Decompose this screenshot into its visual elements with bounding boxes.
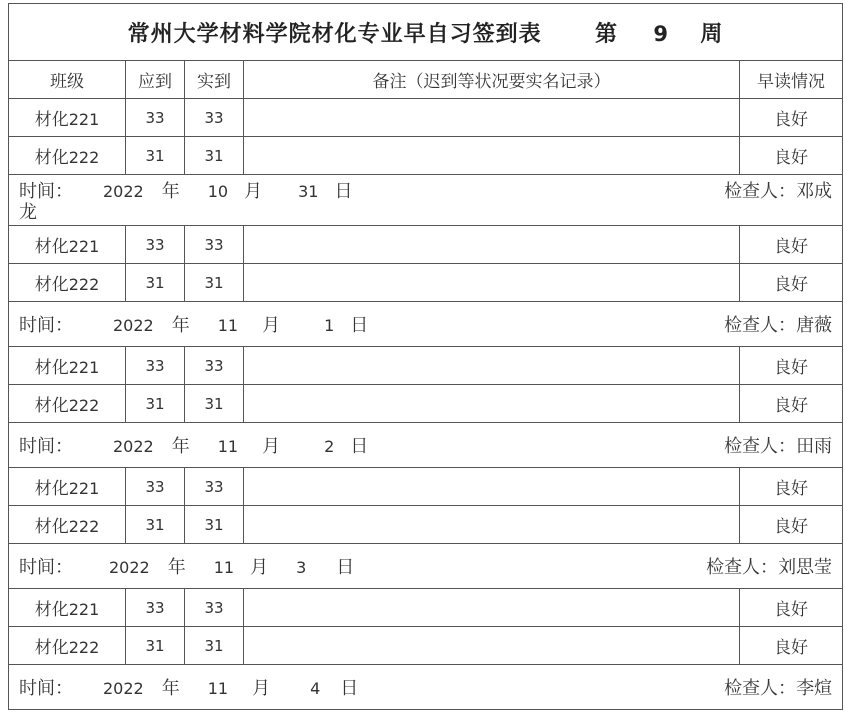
class-prefix: 材化 xyxy=(34,237,69,257)
expected-cell: 33 xyxy=(126,589,185,627)
table-row xyxy=(9,506,843,544)
actual-cell: 33 xyxy=(185,226,244,264)
header-actual: 实到 xyxy=(185,61,244,99)
actual-cell: 33 xyxy=(185,347,244,385)
class-prefix: 材化 xyxy=(34,358,69,378)
reading-cell: 良好 xyxy=(740,385,843,423)
date-cell xyxy=(9,175,843,226)
inspector-label: 检查人： xyxy=(724,678,797,699)
class-cell xyxy=(9,468,126,506)
remark-cell[interactable] xyxy=(244,226,740,264)
remark-cell[interactable] xyxy=(244,627,740,665)
month-label: 月 xyxy=(244,181,263,202)
inspector-name: 邓成 xyxy=(796,181,833,202)
inspector-name: 李煊 xyxy=(796,678,833,699)
expected-cell: 31 xyxy=(126,137,185,175)
year-label: 年 xyxy=(161,678,180,699)
table-row xyxy=(9,468,843,506)
year-label: 年 xyxy=(171,436,190,457)
week-prefix: 第 xyxy=(595,20,619,47)
table-row xyxy=(9,385,843,423)
time-label: 时间： xyxy=(19,315,73,336)
class-number: 222 xyxy=(68,148,100,167)
class-cell xyxy=(9,347,126,385)
day-label: 日 xyxy=(340,678,359,699)
reading-cell: 良好 xyxy=(740,506,843,544)
expected-cell: 31 xyxy=(126,506,185,544)
actual-cell: 33 xyxy=(185,589,244,627)
date-day: 31 xyxy=(298,182,319,201)
inspector-name-wrap: 龙 xyxy=(19,202,37,223)
remark-cell[interactable] xyxy=(244,137,740,175)
table-row xyxy=(9,589,843,627)
date-info xyxy=(19,674,358,700)
table-row xyxy=(9,99,843,137)
date-year: 2022 xyxy=(103,679,144,698)
actual-cell: 31 xyxy=(185,506,244,544)
class-cell xyxy=(9,264,126,302)
month-label: 月 xyxy=(262,436,281,457)
header-remarks: 备注（迟到等状况要实名记录） xyxy=(244,61,740,99)
class-cell xyxy=(9,627,126,665)
expected-cell: 31 xyxy=(126,385,185,423)
expected-cell: 33 xyxy=(126,468,185,506)
year-label: 年 xyxy=(171,315,190,336)
remark-cell[interactable] xyxy=(244,506,740,544)
table-row xyxy=(9,264,843,302)
date-cell xyxy=(9,544,843,589)
expected-cell: 33 xyxy=(126,226,185,264)
date-year: 2022 xyxy=(109,558,150,577)
reading-cell: 良好 xyxy=(740,264,843,302)
day-label: 日 xyxy=(334,181,353,202)
table-row xyxy=(9,347,843,385)
sign-in-sheet xyxy=(8,3,842,710)
remark-cell[interactable] xyxy=(244,347,740,385)
expected-cell: 33 xyxy=(126,99,185,137)
class-cell xyxy=(9,99,126,137)
reading-cell: 良好 xyxy=(740,347,843,385)
inspector-label: 检查人： xyxy=(724,181,797,202)
reading-cell: 良好 xyxy=(740,226,843,264)
month-label: 月 xyxy=(252,678,271,699)
inspector-info xyxy=(724,674,832,700)
inspector-info xyxy=(724,432,832,458)
inspector-name: 刘思莹 xyxy=(778,557,833,578)
date-cell xyxy=(9,665,843,710)
date-day: 4 xyxy=(310,679,321,698)
inspector-name: 田雨 xyxy=(796,436,833,457)
class-cell xyxy=(9,385,126,423)
title-text: 常州大学材料学院材化专业早自习签到表 xyxy=(127,20,542,47)
expected-cell: 33 xyxy=(126,347,185,385)
actual-cell: 31 xyxy=(185,137,244,175)
date-cell xyxy=(9,423,843,468)
time-label: 时间： xyxy=(19,181,73,202)
remark-cell[interactable] xyxy=(244,264,740,302)
date-row xyxy=(9,175,843,226)
remark-cell[interactable] xyxy=(244,468,740,506)
date-month: 11 xyxy=(207,679,229,698)
class-prefix: 材化 xyxy=(34,275,69,295)
date-year: 2022 xyxy=(113,437,154,456)
class-number: 222 xyxy=(68,396,100,415)
class-number: 222 xyxy=(68,517,100,536)
title-row xyxy=(9,4,843,61)
date-day: 3 xyxy=(296,558,307,577)
class-prefix: 材化 xyxy=(34,600,69,620)
date-day: 2 xyxy=(324,437,335,456)
time-label: 时间： xyxy=(19,678,73,699)
date-month: 11 xyxy=(217,437,239,456)
date-info xyxy=(19,177,352,203)
class-prefix: 材化 xyxy=(34,517,69,537)
inspector-label: 检查人： xyxy=(724,436,797,457)
reading-cell: 良好 xyxy=(740,468,843,506)
actual-cell: 31 xyxy=(185,385,244,423)
inspector-info xyxy=(724,177,832,203)
reading-cell: 良好 xyxy=(740,137,843,175)
date-row xyxy=(9,544,843,589)
class-cell xyxy=(9,506,126,544)
month-label: 月 xyxy=(250,557,269,578)
sign-in-table xyxy=(8,3,843,710)
class-number: 222 xyxy=(68,275,100,294)
date-row xyxy=(9,665,843,710)
table-row xyxy=(9,627,843,665)
actual-cell: 31 xyxy=(185,264,244,302)
class-number: 221 xyxy=(68,600,100,619)
time-label: 时间： xyxy=(19,557,73,578)
page-title xyxy=(9,4,843,61)
expected-cell: 31 xyxy=(126,264,185,302)
header-expected: 应到 xyxy=(126,61,185,99)
remark-cell[interactable] xyxy=(244,589,740,627)
expected-cell: 31 xyxy=(126,627,185,665)
table-row xyxy=(9,137,843,175)
date-month: 11 xyxy=(217,316,239,335)
class-number: 221 xyxy=(68,237,100,256)
year-label: 年 xyxy=(161,181,180,202)
date-info xyxy=(19,553,354,579)
date-year: 2022 xyxy=(113,316,154,335)
inspector-info xyxy=(706,553,832,579)
header-class: 班级 xyxy=(9,61,126,99)
class-cell xyxy=(9,226,126,264)
inspector-name: 唐薇 xyxy=(796,315,833,336)
day-label: 日 xyxy=(350,436,369,457)
date-info xyxy=(19,311,368,337)
actual-cell: 33 xyxy=(185,99,244,137)
class-prefix: 材化 xyxy=(34,638,69,658)
inspector-label: 检查人： xyxy=(724,315,797,336)
actual-cell: 33 xyxy=(185,468,244,506)
class-number: 221 xyxy=(68,358,100,377)
class-prefix: 材化 xyxy=(34,396,69,416)
date-row xyxy=(9,302,843,347)
month-label: 月 xyxy=(262,315,281,336)
year-label: 年 xyxy=(167,557,186,578)
date-day: 1 xyxy=(324,316,335,335)
day-label: 日 xyxy=(336,557,355,578)
class-number: 221 xyxy=(68,479,100,498)
class-cell xyxy=(9,589,126,627)
table-row xyxy=(9,226,843,264)
date-month: 11 xyxy=(213,558,235,577)
inspector-label: 检查人： xyxy=(706,557,779,578)
date-info xyxy=(19,432,368,458)
remark-cell[interactable] xyxy=(244,99,740,137)
reading-cell: 良好 xyxy=(740,589,843,627)
reading-cell: 良好 xyxy=(740,99,843,137)
class-prefix: 材化 xyxy=(34,148,69,168)
header-row xyxy=(9,61,843,99)
date-year: 2022 xyxy=(103,182,144,201)
class-number: 222 xyxy=(68,638,100,657)
remark-cell[interactable] xyxy=(244,385,740,423)
time-label: 时间： xyxy=(19,436,73,457)
actual-cell: 31 xyxy=(185,627,244,665)
class-number: 221 xyxy=(68,110,100,129)
day-label: 日 xyxy=(350,315,369,336)
week-suffix: 周 xyxy=(700,20,724,47)
reading-cell: 良好 xyxy=(740,627,843,665)
date-month: 10 xyxy=(207,182,229,201)
week-number: 9 xyxy=(653,21,670,46)
header-reading: 早读情况 xyxy=(740,61,843,99)
class-prefix: 材化 xyxy=(34,479,69,499)
date-row xyxy=(9,423,843,468)
class-prefix: 材化 xyxy=(34,110,69,130)
class-cell xyxy=(9,137,126,175)
date-cell xyxy=(9,302,843,347)
inspector-info xyxy=(724,311,832,337)
